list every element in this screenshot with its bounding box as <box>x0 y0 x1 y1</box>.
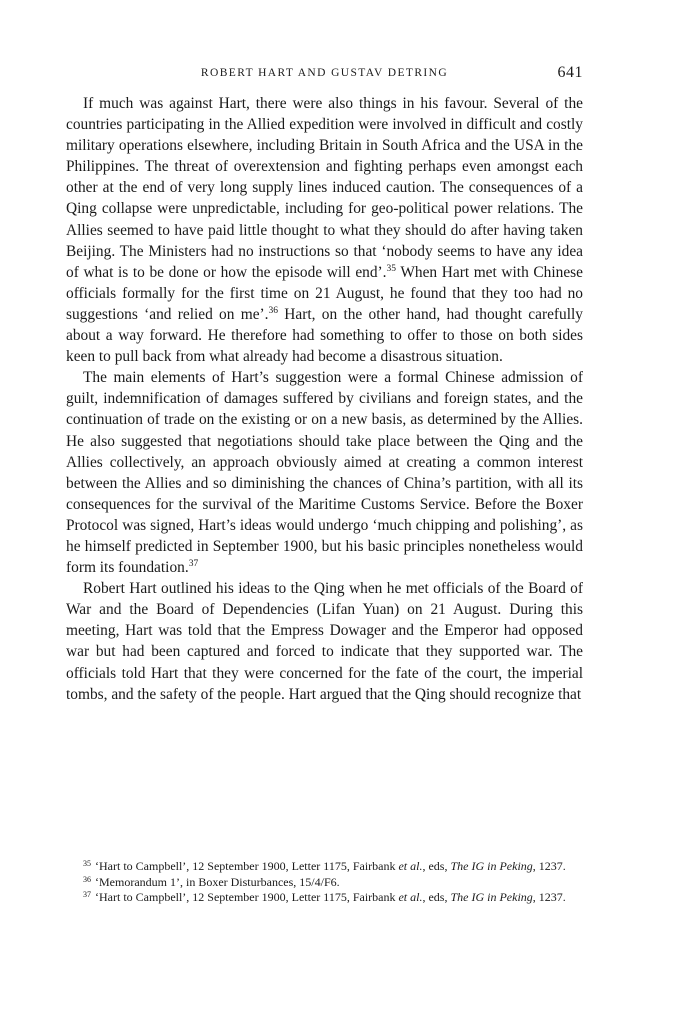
footnote-ref[interactable]: 36 <box>268 305 279 316</box>
body-text <box>66 93 583 705</box>
footnote-number: 37 <box>83 890 91 900</box>
page-number: 641 <box>557 64 583 81</box>
footnote-ref[interactable]: 35 <box>386 263 397 274</box>
footnote-book-title: The IG in Peking <box>450 890 533 905</box>
paragraph-text: Hart, on the other hand, had thought carefully about a way forward. He therefore had something to offer to those on both sides keen to pull back from what already had become a disastrous situation. <box>66 305 583 366</box>
footnote-text: , eds, <box>422 859 451 873</box>
running-title: ROBERT HART AND GUSTAV DETRING <box>200 67 449 79</box>
footnote-number: 36 <box>83 874 91 884</box>
paragraph <box>66 578 583 705</box>
footnote-text: , eds, <box>422 890 451 905</box>
footnote-et-al: et al. <box>398 890 423 905</box>
footnote <box>66 859 583 875</box>
footnote-book-title: The IG in Peking <box>450 859 533 873</box>
paragraph <box>66 367 583 578</box>
paragraph-text: Robert Hart outlined his ideas to the Qing when he met officials of the Board of War and the Board of Dependencies (Lifan Yuan) on 21 August. During this meeting, Hart was told that the Empress Dowager and the Emperor had opposed war but had been captured and forced to indicate that they supported war. The officials told Hart that they were concerned for the fate of the court, the imperial tombs, and the safety of the people. Hart argued that the Qing should recognize that <box>66 580 583 703</box>
footnotes <box>66 859 583 906</box>
footnote <box>66 875 583 891</box>
paragraph-text: When Hart met with Chinese officials formally for the first time on 21 August, he found that they too had no suggestions ‘and relied on me’. <box>66 263 583 323</box>
paragraph <box>66 93 583 367</box>
footnote-text: ‘Hart to Campbell’, 12 September 1900, Letter 1175, Fairbank <box>95 859 399 873</box>
footnote-number: 35 <box>83 859 91 868</box>
running-head <box>66 64 583 86</box>
footnote-text: , 1237. <box>532 890 566 905</box>
footnote-text: , 1237. <box>532 859 566 873</box>
footnote-text: ‘Memorandum 1’, in Boxer Disturbances, 15/4/F6. <box>95 874 340 889</box>
footnote-text: ‘Hart to Campbell’, 12 September 1900, Letter 1175, Fairbank <box>95 890 399 905</box>
paragraph-text: The main elements of Hart’s suggestion were a formal Chinese admission of guilt, indemnification of damages suffered by civilians and foreign states, and the continuation of trade on the existing or on a new basis, as determined by the Allies. He also suggested that negotiations should take place between the Qing and the Allies collectively, an approach obviously aimed at creating a common interest between the Allies and so diminishing the chances of China’s partition, with all its consequences for the survival of the Maritime Customs Service. Before the Boxer Protocol was signed, Hart’s ideas would undergo ‘much chipping and polishing’, as he himself predicted in September 1900, but his basic principles nonetheless would form its foundation. <box>66 369 583 577</box>
footnote <box>66 890 583 906</box>
footnote-et-al: et al. <box>398 859 423 873</box>
footnote-ref[interactable]: 37 <box>188 559 199 570</box>
paragraph-text: If much was against Hart, there were also things in his favour. Several of the countries participating in the Allied expedition were involved in difficult and costly military operations elsewhere, including Britain in South Africa and the USA in the Philippines. The threat of overextension and fighting perhaps even amongst each other at the end of very long supply lines induced caution. The consequences of a Qing collapse were unpredictable, including for geo-political power relations. The Allies seemed to have paid little thought to what they should do after having taken Beijing. The Ministers had no instructions so that ‘nobody seems to have any idea of what is to be done or how the episode will end’. <box>66 95 583 281</box>
